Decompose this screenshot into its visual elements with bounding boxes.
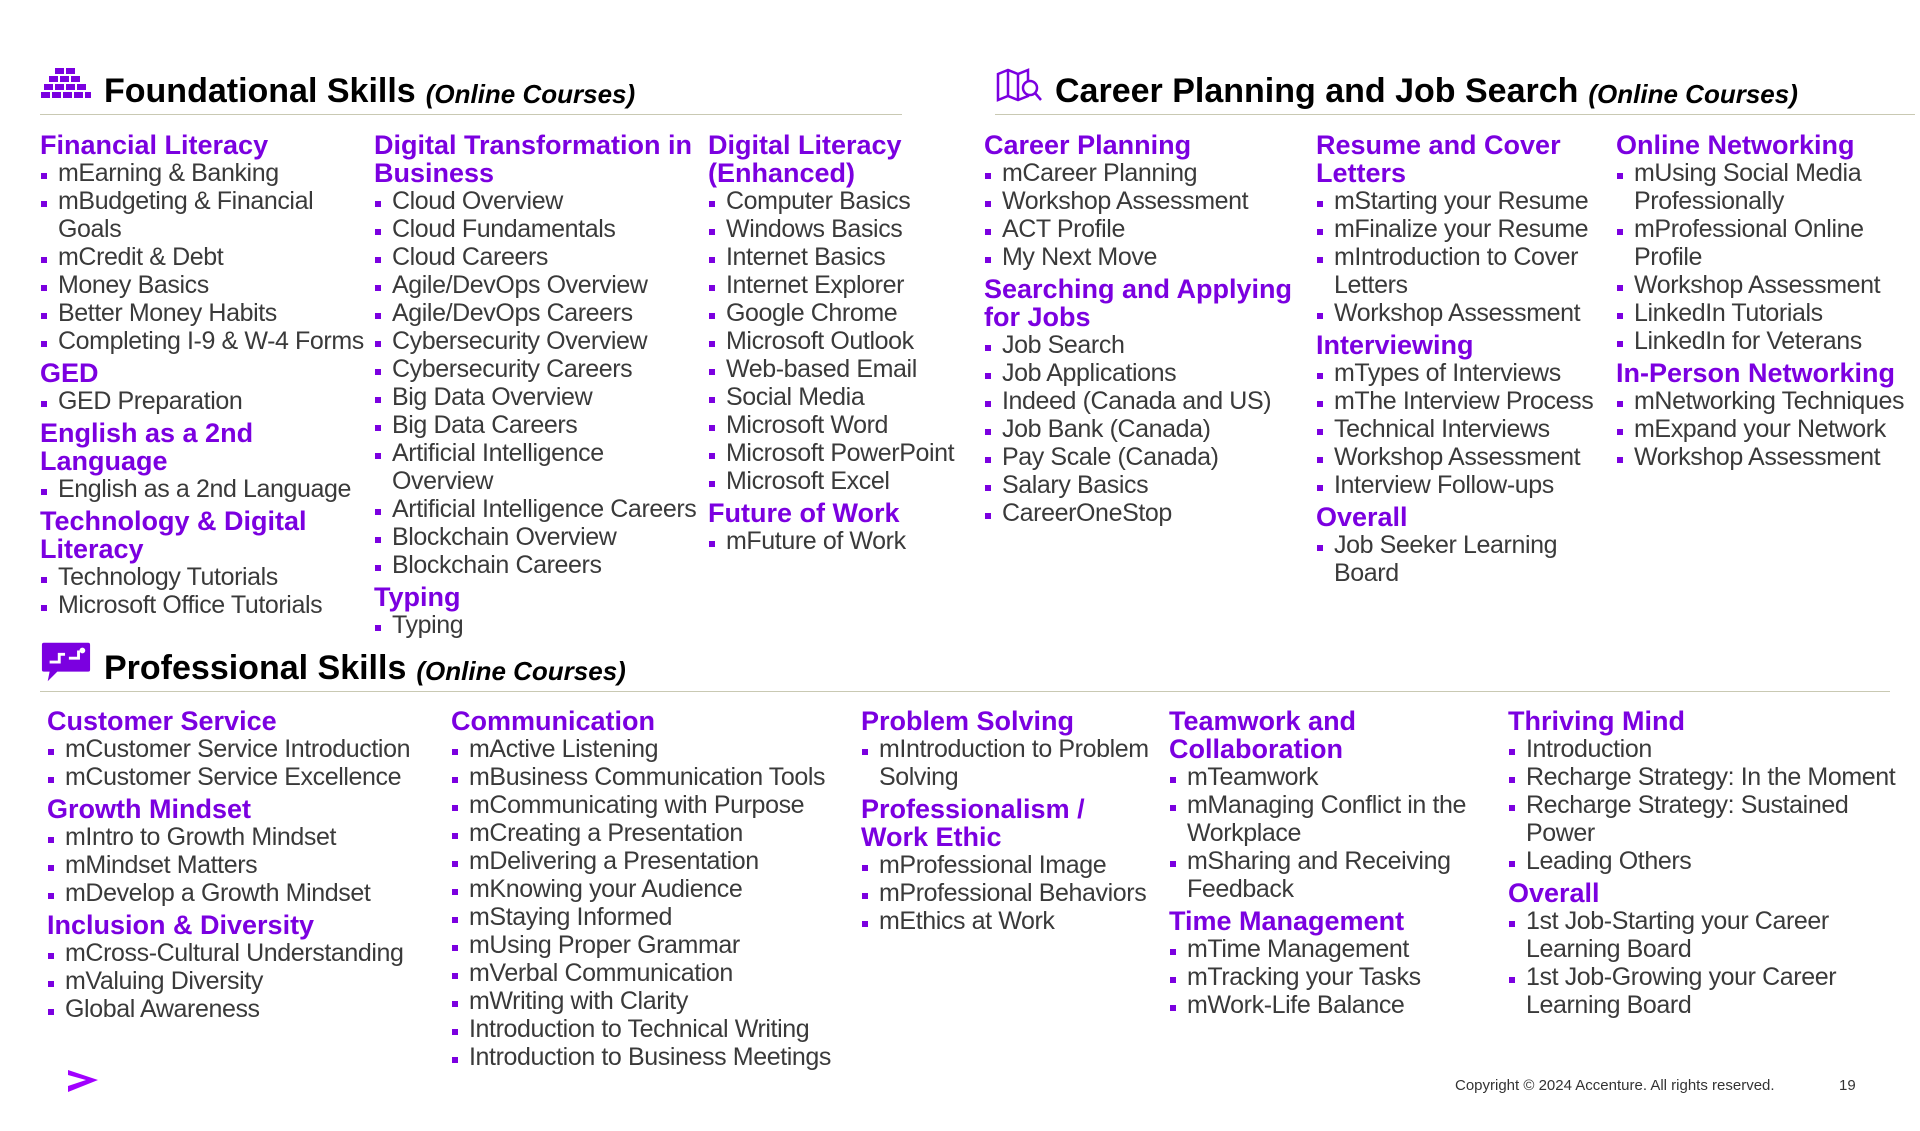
category-heading-english-as-a-2nd-language: English as a 2nd Language xyxy=(40,418,254,476)
course-list xyxy=(708,187,978,495)
category-heading-communication: Communication xyxy=(451,706,656,736)
course-item: Leading Others xyxy=(1508,847,1908,875)
course-item: mStaying Informed xyxy=(451,903,851,931)
course-list xyxy=(40,563,370,619)
course-item: mSharing and Receiving Feedback xyxy=(1169,847,1479,903)
map-search-icon xyxy=(995,64,1043,108)
category-heading-digital-literacy-enhanced: Digital Literacy (Enhanced) xyxy=(708,130,902,188)
course-item: Indeed (Canada and US) xyxy=(984,387,1314,415)
course-item: Agile/DevOps Careers xyxy=(374,299,704,327)
professional-column-3 xyxy=(861,707,1151,935)
course-item: mCredit & Debt xyxy=(40,243,370,271)
course-item: mIntroduction to Problem Solving xyxy=(861,735,1151,791)
course-item: Technology Tutorials xyxy=(40,563,370,591)
course-item: mUsing Social Media Professionally xyxy=(1616,159,1916,215)
course-item: Web-based Email xyxy=(708,355,978,383)
course-item: Artificial Intelligence Careers xyxy=(374,495,704,523)
course-item: Internet Basics xyxy=(708,243,978,271)
course-item: mCommunicating with Purpose xyxy=(451,791,851,819)
career-title: Career Planning and Job Search xyxy=(1055,72,1579,110)
course-item: Workshop Assessment xyxy=(1316,443,1616,471)
category-heading-overall: Overall xyxy=(1508,878,1600,908)
course-item: Workshop Assessment xyxy=(1616,443,1916,471)
course-item: mFinalize your Resume xyxy=(1316,215,1616,243)
course-item: Cloud Careers xyxy=(374,243,704,271)
career-header xyxy=(995,64,1915,115)
course-item: mProfessional Image xyxy=(861,851,1151,879)
course-item: mThe Interview Process xyxy=(1316,387,1616,415)
chat-bubble-icon xyxy=(40,641,92,685)
course-list xyxy=(40,475,370,503)
copyright-text: Copyright © 2024 Accenture. All rights reserved. xyxy=(1455,1077,1775,1094)
course-item: Introduction to Business Meetings xyxy=(451,1043,851,1071)
course-item: mFuture of Work xyxy=(708,527,978,555)
course-list xyxy=(47,823,437,907)
course-item: LinkedIn for Veterans xyxy=(1616,327,1916,355)
course-item: Workshop Assessment xyxy=(984,187,1314,215)
course-list xyxy=(40,387,370,415)
course-item: Money Basics xyxy=(40,271,370,299)
category-heading-interviewing: Interviewing xyxy=(1316,330,1474,360)
course-list xyxy=(984,331,1314,527)
course-list xyxy=(451,735,851,1071)
professional-header xyxy=(40,641,1890,692)
category-heading-teamwork-and-collaboration: Teamwork and Collaboration xyxy=(1169,706,1357,764)
foundational-column-3 xyxy=(708,131,978,555)
course-item: mCreating a Presentation xyxy=(451,819,851,847)
category-heading-digital-transformation-in-business: Digital Transformation in Business xyxy=(374,130,693,188)
foundational-column-2 xyxy=(374,131,704,639)
course-list xyxy=(861,735,1151,791)
course-item: Introduction to Technical Writing xyxy=(451,1015,851,1043)
course-item: mProfessional Online Profile xyxy=(1616,215,1916,271)
course-item: Social Media xyxy=(708,383,978,411)
course-list xyxy=(374,187,704,579)
category-heading-time-management: Time Management xyxy=(1169,906,1405,936)
foundational-header xyxy=(40,64,902,115)
foundational-subtitle: (Online Courses) xyxy=(425,79,636,109)
foundational-column-1 xyxy=(40,131,370,619)
course-item: Better Money Habits xyxy=(40,299,370,327)
course-item: Big Data Overview xyxy=(374,383,704,411)
accenture-logo xyxy=(66,1066,100,1101)
category-heading-future-of-work: Future of Work xyxy=(708,498,900,528)
course-item: Job Bank (Canada) xyxy=(984,415,1314,443)
course-item: Microsoft PowerPoint xyxy=(708,439,978,467)
category-heading-career-planning: Career Planning xyxy=(984,130,1192,160)
category-heading-resume-and-cover-letters: Resume and Cover Letters xyxy=(1316,130,1561,188)
course-item: Cybersecurity Overview xyxy=(374,327,704,355)
course-item: 1st Job-Growing your Career Learning Board xyxy=(1508,963,1908,1019)
course-item: Typing xyxy=(374,611,704,639)
professional-column-5 xyxy=(1508,707,1908,1019)
category-heading-ged: GED xyxy=(40,358,99,388)
course-item: ACT Profile xyxy=(984,215,1314,243)
course-item: Microsoft Office Tutorials xyxy=(40,591,370,619)
course-list xyxy=(1616,387,1916,471)
course-item: Interview Follow-ups xyxy=(1316,471,1616,499)
course-item: Cloud Overview xyxy=(374,187,704,215)
course-item: mCross-Cultural Understanding xyxy=(47,939,437,967)
course-item: mProfessional Behaviors xyxy=(861,879,1151,907)
course-list xyxy=(374,611,704,639)
course-list xyxy=(984,159,1314,271)
course-item: Job Seeker Learning Board xyxy=(1316,531,1616,587)
course-item: mBusiness Communication Tools xyxy=(451,763,851,791)
course-item: Cloud Fundamentals xyxy=(374,215,704,243)
professional-column-1 xyxy=(47,707,437,1023)
category-heading-professionalism-work-ethic: Professionalism / Work Ethic xyxy=(861,794,1085,852)
category-heading-financial-literacy: Financial Literacy xyxy=(40,130,269,160)
course-item: mCustomer Service Excellence xyxy=(47,763,437,791)
category-heading-technology-digital-literacy: Technology & Digital Literacy xyxy=(40,506,307,564)
course-item: mUsing Proper Grammar xyxy=(451,931,851,959)
category-heading-customer-service: Customer Service xyxy=(47,706,277,736)
course-item: mIntroduction to Cover Letters xyxy=(1316,243,1616,299)
course-list xyxy=(1316,531,1616,587)
course-item: LinkedIn Tutorials xyxy=(1616,299,1916,327)
course-item: mActive Listening xyxy=(451,735,851,763)
course-item: My Next Move xyxy=(984,243,1314,271)
foundational-title: Foundational Skills xyxy=(104,72,416,110)
professional-title: Professional Skills xyxy=(104,649,407,687)
course-list xyxy=(1169,763,1479,903)
career-column-2 xyxy=(1316,131,1616,587)
course-item: mStarting your Resume xyxy=(1316,187,1616,215)
course-item: Blockchain Careers xyxy=(374,551,704,579)
category-heading-typing: Typing xyxy=(374,582,461,612)
category-heading-online-networking: Online Networking xyxy=(1616,130,1855,160)
course-item: Microsoft Outlook xyxy=(708,327,978,355)
course-item: Artificial Intelligence Overview xyxy=(374,439,704,495)
course-item: mCareer Planning xyxy=(984,159,1314,187)
page-number: 19 xyxy=(1839,1077,1856,1094)
course-item: mTime Management xyxy=(1169,935,1479,963)
course-item: Cybersecurity Careers xyxy=(374,355,704,383)
category-heading-searching-and-applying-for-jobs: Searching and Applying for Jobs xyxy=(984,274,1293,332)
course-item: Computer Basics xyxy=(708,187,978,215)
course-item: mTypes of Interviews xyxy=(1316,359,1616,387)
course-item: Workshop Assessment xyxy=(1616,271,1916,299)
course-item: Big Data Careers xyxy=(374,411,704,439)
category-heading-problem-solving: Problem Solving xyxy=(861,706,1075,736)
course-item: Recharge Strategy: Sustained Power xyxy=(1508,791,1908,847)
course-item: Pay Scale (Canada) xyxy=(984,443,1314,471)
professional-subtitle: (Online Courses) xyxy=(416,656,626,686)
course-list xyxy=(708,527,978,555)
career-column-1 xyxy=(984,131,1314,527)
course-item: Windows Basics xyxy=(708,215,978,243)
career-column-3 xyxy=(1616,131,1916,471)
course-item: Blockchain Overview xyxy=(374,523,704,551)
course-item: mTeamwork xyxy=(1169,763,1479,791)
course-item: English as a 2nd Language xyxy=(40,475,370,503)
course-item: mTracking your Tasks xyxy=(1169,963,1479,991)
course-item: mManaging Conflict in the Workplace xyxy=(1169,791,1479,847)
course-item: Workshop Assessment xyxy=(1316,299,1616,327)
course-item: Salary Basics xyxy=(984,471,1314,499)
course-item: mValuing Diversity xyxy=(47,967,437,995)
category-heading-inclusion-diversity: Inclusion & Diversity xyxy=(47,910,315,940)
course-item: mDevelop a Growth Mindset xyxy=(47,879,437,907)
course-list xyxy=(47,735,437,791)
course-item: Microsoft Word xyxy=(708,411,978,439)
course-item: mBudgeting & Financial Goals xyxy=(40,187,370,243)
course-list xyxy=(40,159,370,355)
course-item: Job Search xyxy=(984,331,1314,359)
course-list xyxy=(47,939,437,1023)
course-item: Microsoft Excel xyxy=(708,467,978,495)
career-subtitle: (Online Courses) xyxy=(1588,79,1798,109)
course-item: mEthics at Work xyxy=(861,907,1151,935)
course-item: Recharge Strategy: In the Moment xyxy=(1508,763,1908,791)
course-item: mWriting with Clarity xyxy=(451,987,851,1015)
course-item: mVerbal Communication xyxy=(451,959,851,987)
course-item: mDelivering a Presentation xyxy=(451,847,851,875)
course-item: CareerOneStop xyxy=(984,499,1314,527)
course-list xyxy=(1169,935,1479,1019)
professional-column-4 xyxy=(1169,707,1479,1019)
course-list xyxy=(1616,159,1916,355)
course-item: mMindset Matters xyxy=(47,851,437,879)
course-list xyxy=(861,851,1151,935)
course-item: 1st Job-Starting your Career Learning Board xyxy=(1508,907,1908,963)
course-item: mWork-Life Balance xyxy=(1169,991,1479,1019)
course-item: mCustomer Service Introduction xyxy=(47,735,437,763)
course-item: mIntro to Growth Mindset xyxy=(47,823,437,851)
category-heading-overall: Overall xyxy=(1316,502,1408,532)
course-list xyxy=(1508,907,1908,1019)
category-heading-in-person-networking: In-Person Networking xyxy=(1616,358,1896,388)
course-item: mKnowing your Audience xyxy=(451,875,851,903)
course-item: Global Awareness xyxy=(47,995,437,1023)
course-item: Completing I-9 & W-4 Forms xyxy=(40,327,370,355)
course-item: Introduction xyxy=(1508,735,1908,763)
course-item: GED Preparation xyxy=(40,387,370,415)
course-item: Technical Interviews xyxy=(1316,415,1616,443)
brick-wall-icon xyxy=(40,64,92,108)
course-list xyxy=(1508,735,1908,875)
course-list xyxy=(1316,187,1616,327)
category-heading-growth-mindset: Growth Mindset xyxy=(47,794,251,824)
course-item: mExpand your Network xyxy=(1616,415,1916,443)
course-item: Internet Explorer xyxy=(708,271,978,299)
course-item: Agile/DevOps Overview xyxy=(374,271,704,299)
course-item: mNetworking Techniques xyxy=(1616,387,1916,415)
professional-column-2 xyxy=(451,707,851,1071)
course-item: mEarning & Banking xyxy=(40,159,370,187)
course-item: Job Applications xyxy=(984,359,1314,387)
category-heading-thriving-mind: Thriving Mind xyxy=(1508,706,1685,736)
course-item: Google Chrome xyxy=(708,299,978,327)
course-list xyxy=(1316,359,1616,499)
